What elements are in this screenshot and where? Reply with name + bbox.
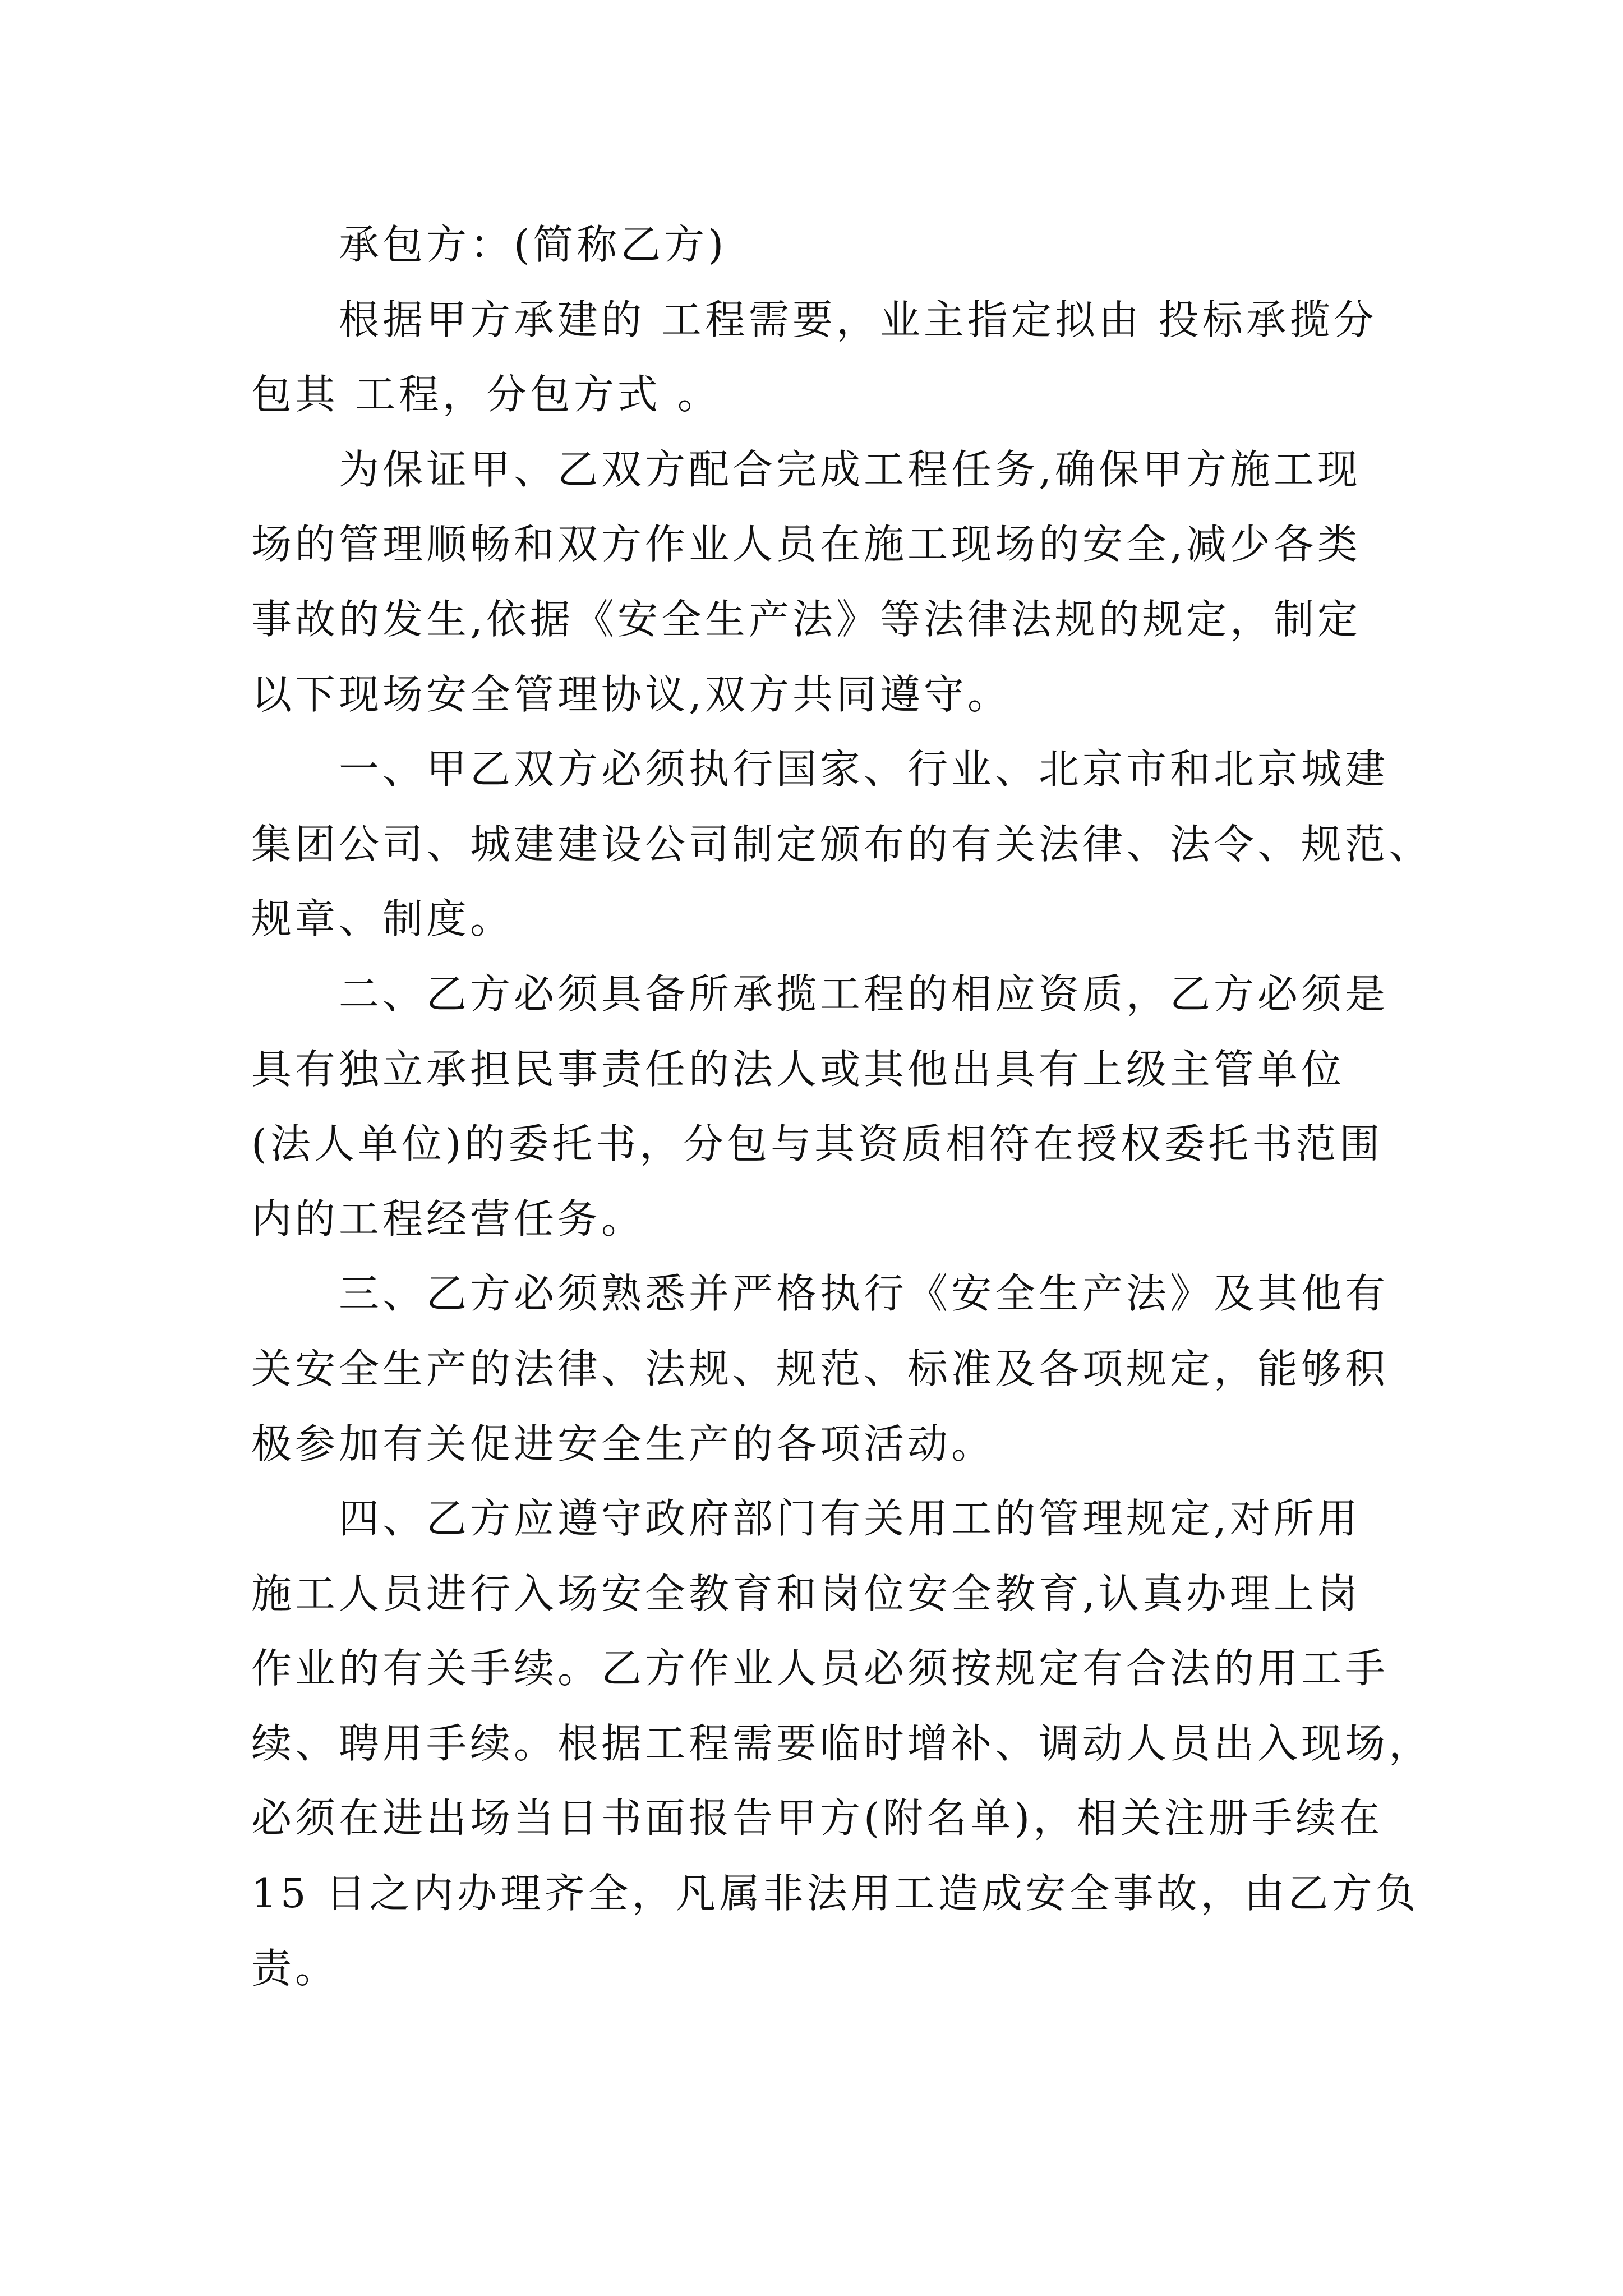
paragraph-basis-line-1: 根据甲方承建的 工程需要，业主指定拟由 投标承揽分 bbox=[339, 296, 1377, 343]
paragraph-basis-line-2: 包其 工程，分包方式 。 bbox=[251, 371, 721, 418]
clause-3-line-3: 极参加有关促进安全生产的各项活动。 bbox=[251, 1420, 995, 1467]
clause-4-line-3: 作业的有关手续。乙方作业人员必须按规定有合法的用工手 bbox=[251, 1645, 1389, 1692]
clause-1-line-3: 规章、制度。 bbox=[251, 895, 514, 943]
clause-3-line-2: 关安全生产的法律、法规、规范、标准及各项规定，能够积 bbox=[251, 1345, 1389, 1392]
clause-3-line-1: 三、乙方必须熟悉并严格执行《安全生产法》及其他有 bbox=[339, 1270, 1389, 1318]
paragraph-purpose-line-2: 场的管理顺畅和双方作业人员在施工现场的安全,减少各类 bbox=[251, 521, 1361, 568]
clause-4-line-7: 责。 bbox=[251, 1944, 339, 1992]
clause-1-line-1: 一、甲乙双方必须执行国家、行业、北京市和北京城建 bbox=[339, 746, 1389, 793]
clause-4-line-6: 15 日之内办理齐全，凡属非法用工造成安全事故，由乙方负 bbox=[251, 1870, 1419, 1917]
clause-4-line-1: 四、乙方应遵守政府部门有关用工的管理规定,对所用 bbox=[339, 1495, 1361, 1543]
clause-4-line-5: 必须在进出场当日书面报告甲方(附名单)，相关注册手续在 bbox=[251, 1795, 1384, 1842]
clause-2-line-2: 具有独立承担民事责任的法人或其他出具有上级主管单位 bbox=[251, 1045, 1345, 1093]
document-body bbox=[251, 208, 1433, 2006]
contractor-line: 承包方：(简称乙方) bbox=[339, 221, 727, 268]
clause-2-line-4: 内的工程经营任务。 bbox=[251, 1195, 645, 1243]
clause-2-line-1: 二、乙方必须具备所承揽工程的相应资质，乙方必须是 bbox=[339, 970, 1389, 1018]
paragraph-purpose-line-1: 为保证甲、乙双方配合完成工程任务,确保甲方施工现 bbox=[339, 445, 1361, 493]
clause-4-line-2: 施工人员进行入场安全教育和岗位安全教育,认真办理上岗 bbox=[251, 1570, 1361, 1617]
paragraph-purpose-line-3: 事故的发生,依据《安全生产法》等法律法规的规定，制定 bbox=[251, 595, 1361, 643]
clause-1-line-2: 集团公司、城建建设公司制定颁布的有关法律、法令、规范、 bbox=[251, 820, 1433, 868]
clause-4-line-4: 续、聘用手续。根据工程需要临时增补、调动人员出入现场， bbox=[251, 1719, 1433, 1767]
paragraph-purpose-line-4: 以下现场安全管理协议,双方共同遵守。 bbox=[251, 670, 1011, 718]
clause-2-line-3: (法人单位)的委托书，分包与其资质相符在授权委托书范围 bbox=[251, 1120, 1384, 1168]
